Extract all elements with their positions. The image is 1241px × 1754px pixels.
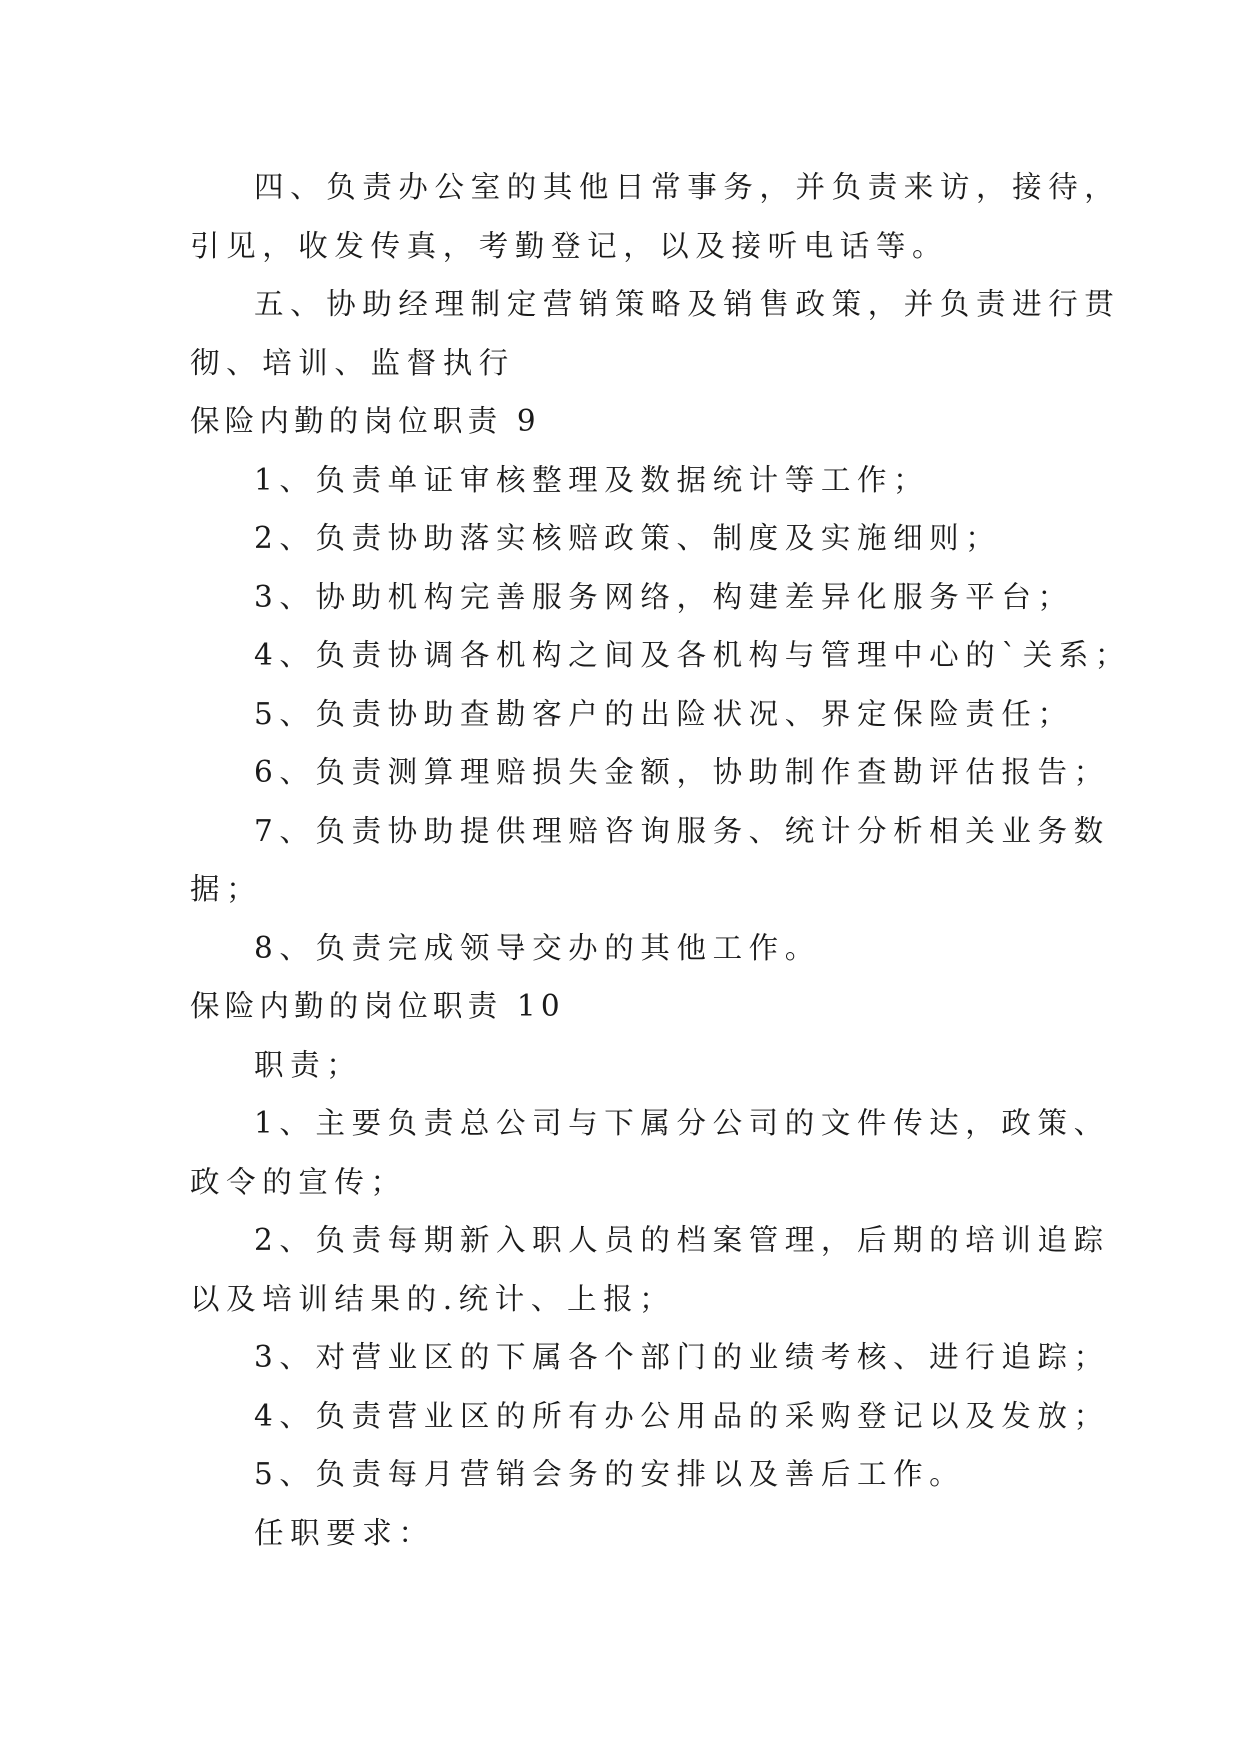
- list-item: 8、负责完成领导交办的其他工作。: [254, 930, 821, 965]
- list-item-continuation: 以及培训结果的.统计、上报；: [190, 1281, 676, 1316]
- list-item: 3、协助机构完善服务网络，构建差异化服务平台；: [254, 579, 1074, 614]
- list-item-continuation: 政令的宣传；: [190, 1164, 407, 1199]
- section-heading: 保险内勤的岗位职责 9: [190, 404, 541, 438]
- paragraph-line: 四、负责办公室的其他日常事务，并负责来访，接待，: [254, 170, 1121, 204]
- list-item: 5、负责每月营销会务的安排以及善后工作。: [254, 1457, 966, 1491]
- list-item: 2、负责协助落实核赔政策、制度及实施细则；: [254, 521, 1002, 555]
- paragraph-line: 引见，收发传真，考勤登记，以及接听电话等。: [190, 228, 949, 263]
- list-item: 7、负责协助提供理赔咨询服务、统计分析相关业务数: [254, 813, 1110, 848]
- list-item: 1、主要负责总公司与下属分公司的文件传达，政策、: [254, 1106, 1110, 1140]
- section-heading: 保险内勤的岗位职责 10: [190, 989, 565, 1023]
- list-item-continuation: 据；: [190, 872, 263, 906]
- list-item: 1、负责单证审核整理及数据统计等工作；: [254, 462, 930, 497]
- list-item: 6、负责测算理赔损失金额，协助制作查勘评估报告；: [254, 755, 1110, 789]
- subsection-label: 任职要求：: [254, 1515, 435, 1550]
- list-item: 5、负责协助查勘客户的出险状况、界定保险责任；: [254, 696, 1074, 731]
- list-item: 4、负责营业区的所有办公用品的采购登记以及发放；: [254, 1398, 1110, 1433]
- subsection-label: 职责；: [254, 1047, 363, 1082]
- paragraph-line: 彻、培训、监督执行: [190, 345, 515, 380]
- paragraph-line: 五、协助经理制定营销策略及销售政策，并负责进行贯: [254, 287, 1121, 321]
- list-item: 2、负责每期新入职人员的档案管理，后期的培训追踪: [254, 1223, 1110, 1257]
- list-item: 4、负责协调各机构之间及各机构与管理中心的`关系；: [254, 638, 1132, 672]
- document-page: [190, 158, 1132, 1562]
- list-item: 3、对营业区的下属各个部门的业绩考核、进行追踪；: [254, 1340, 1110, 1374]
